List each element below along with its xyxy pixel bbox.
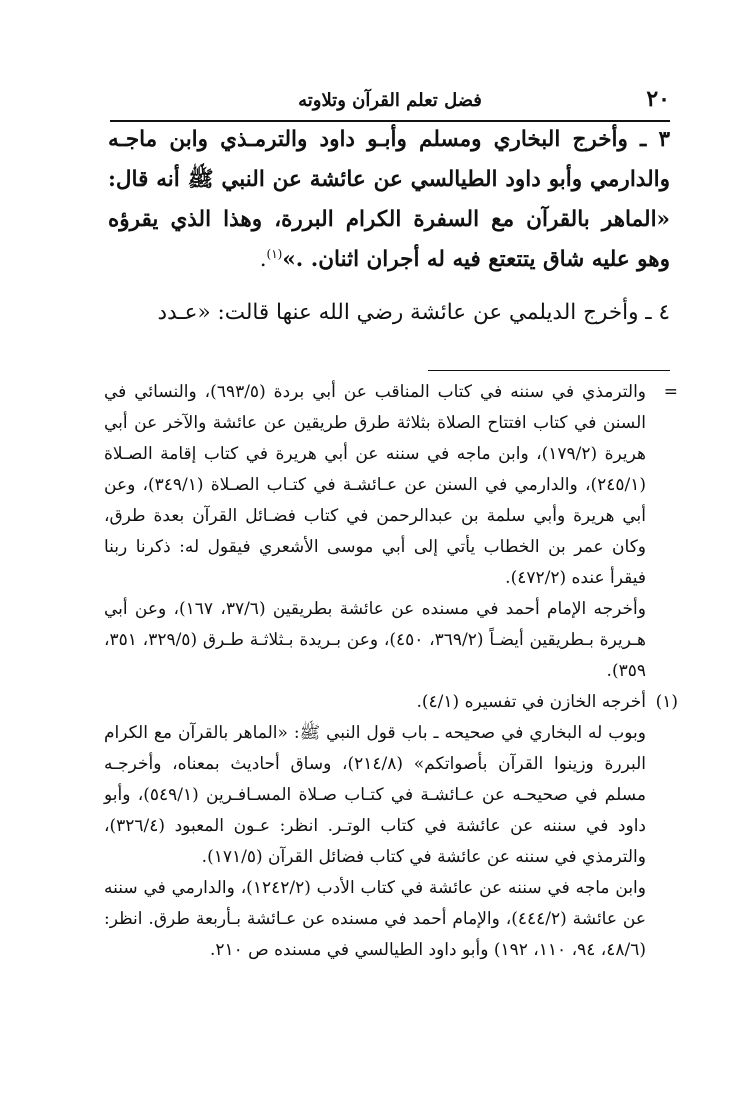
page-number: ٢٠ [646, 86, 670, 112]
footnote-paragraph: والترمذي في سننه في كتاب المناقب عن أبي بردة (٦٩٣/٥)، والنسائي في السنن في كتاب افتتاح الصلاة بثلاثة طرق طريقين عن عائشة والآخر عن أبي هريرة (١٧٩/٢)، وابن ماجه في سننه عن أبي هريرة في كتاب إقامة الصـلاة (٢٤٥/١)، والدارمي في السنن عن عـائشـة في كتـاب الصـلاة (٣٤٩/١)، وعن أبي هريرة وأبي سلمة بن عبدالرحمن في كتاب فضـائل القرآن بعدة طرق، وكان عمر بن الخطاب يأتي إلى أبي موسى الأشعري فيقول له: ذكرنا ربنا فيقرأ عنده (٤٧٢/٢). [104, 382, 646, 588]
footnote-1-mark: (١) [655, 692, 678, 712]
footnote-ref-1[interactable]: (١) [266, 246, 283, 261]
paragraph-hadith-3 [108, 120, 670, 280]
footnotes [104, 377, 678, 966]
footnote-1 [104, 687, 678, 966]
main-text [108, 120, 670, 333]
paragraph-hadith-3-tail: . [259, 247, 267, 272]
footnote-continuation-mark: = [663, 382, 678, 402]
footnote-paragraph: وبوب له البخاري في صحيحه ـ باب قول النبي ﷺ: «الماهر بالقرآن مع الكرام البررة وزينوا القرآن بأصواتكم» (٢١٤/٨)، وساق أحاديث بمعناه، وأخرجـه مسلم في صحيحـه عن عـائشـة في كتـاب صـلاة المسـافـرين (٥٤٩/١)، وأبو داود في سننه عن عائشة في كتاب الوتـر. انظر: عـون المعبود (٣٢٦/٤)، والترمذي في سننه عن عائشة في كتاب فضائل القرآن (١٧١/٥). [104, 723, 646, 867]
page-header [110, 82, 670, 118]
running-title: فضل تعلم القرآن وتلاوته [298, 89, 482, 111]
footnote-paragraph: وابن ماجه في سننه عن عائشة في كتاب الأدب (١٢٤٢/٢)، والدارمي في سننه عن عائشة (٤٤٤/٢)، والإمام أحمد في مسنده عن عـائشة بـأربعة طرق. انظر: (٤٨/٦، ٩٤، ١١٠، ١٩٢) وأبو داود الطيالسي في مسنده ص ٢١٠. [104, 878, 647, 960]
paragraph-hadith-4: ٤ ـ وأخرج الديلمي عن عائشة رضي الله عنها قالت: «عـدد [157, 300, 670, 325]
footnote-1-body [104, 687, 646, 966]
paragraph-hadith-3-lead: ٣ ـ وأخرج البخاري ومسلم وأبـو داود والترمـذي وابن ماجـه والدارمي وأبو داود الطيالسي عن عائشة عن النبي ﷺ أنه قال: [108, 127, 670, 192]
footnote-paragraph: أخرجه الخازن في تفسيره (٤/١). [416, 692, 646, 712]
footnote-paragraph: وأخرجه الإمام أحمد في مسنده عن عائشة بطريقين (٣٧/٦، ١٦٧)، وعن أبي هـريرة بـطريقين أيضـاً (٣٦٩/٢، ٤٥٠)، وعن بـريدة بـثلاثـة طـرق (٣٢٩/٥، ٣٥١، ٣٥٩). [104, 599, 647, 681]
hadith-quote: «الماهر بالقرآن مع السفرة الكرام البررة، وهذا الذي يقرؤه وهو عليه شاق يتتعتع فيه له أجران اثنان. .» [108, 207, 670, 272]
footnote-continuation [104, 377, 678, 687]
footnote-separator [428, 370, 670, 371]
footnote-continuation-body [104, 377, 646, 687]
